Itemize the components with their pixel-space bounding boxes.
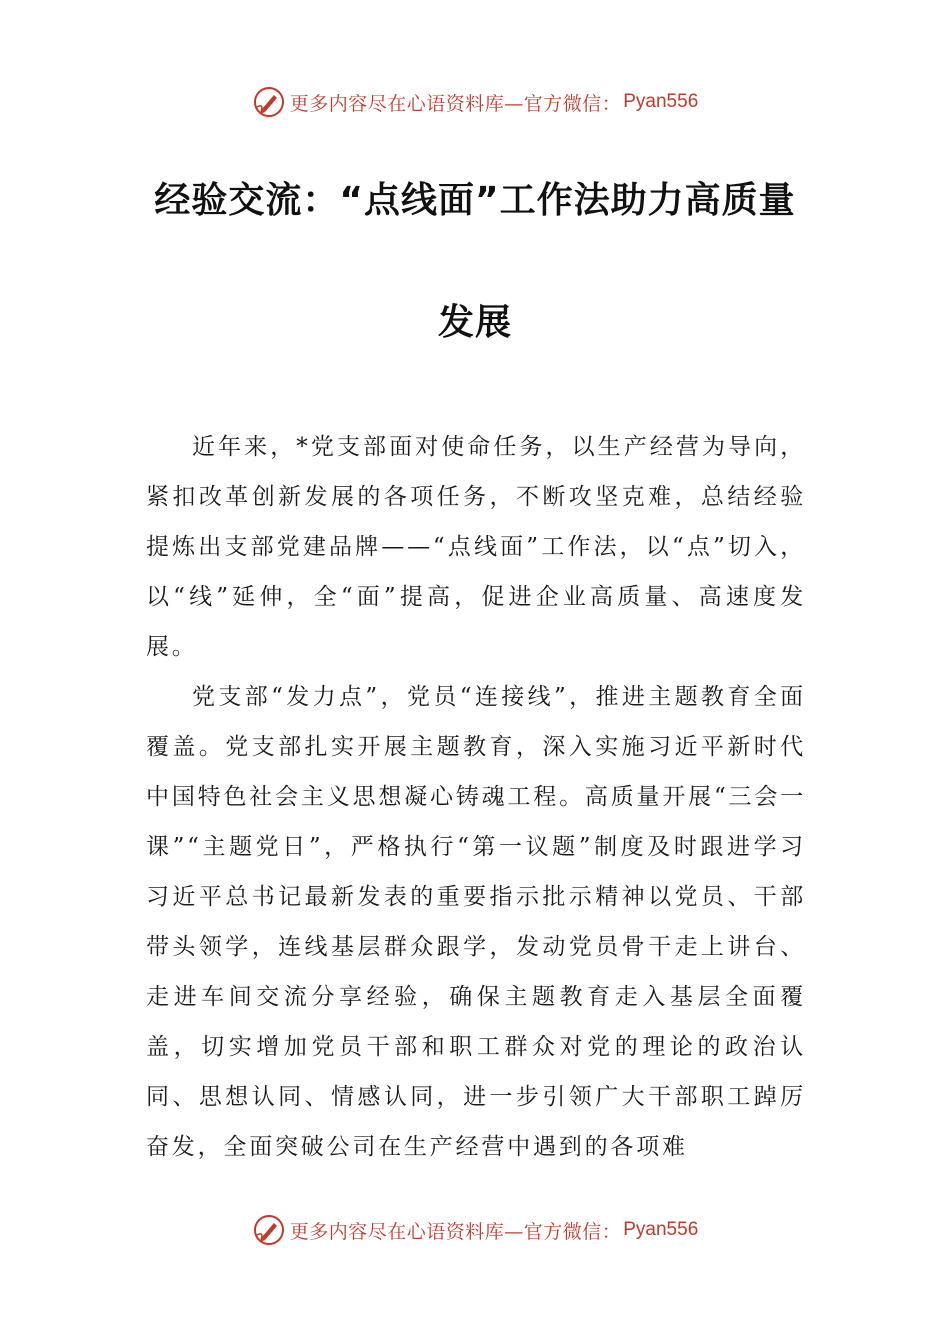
pen-logo-icon <box>252 1213 286 1247</box>
document-title-line2: 发展 <box>437 302 512 343</box>
pen-logo-icon <box>252 85 286 119</box>
header-banner <box>0 82 950 122</box>
paragraph: 党支部“发力点”，党员“连接线”，推进主题教育全面覆盖。党支部扎实开展主题教育，深入实施习近平新时代中国特色社会主义思想凝心铸魂工程。高质量开展“三会一课”“主题党日”，严格执行“第一议题”制度及时跟进学习习近平总书记最新发表的重要指示批示精神以党员、干部带头领学，连线基层群众跟学，发动党员骨干走上讲台、走进车间交流分享经验，确保主题教育走入基层全面覆盖，切实增加党员干部和职工群众对党的理论的政治认同、思想认同、情感认同，进一步引领广大干部职工踔厉奋发，全面突破公司在生产经营中遇到的各项难 <box>146 684 806 1160</box>
footer-banner <box>0 1210 950 1250</box>
document-title-line1: 经验交流：“点线面”工作法助力高质量 <box>154 180 796 221</box>
header-banner-text: 更多内容尽在心语资料库—官方微信： <box>289 92 622 115</box>
footer-banner-text: 更多内容尽在心语资料库—官方微信： <box>289 1220 622 1243</box>
paragraph: 近年来，*党支部面对使命任务，以生产经营为导向，紧扣改革创新发展的各项任务，不断攻坚克难，总结经验提炼出支部党建品牌——“点线面”工作法，以“点”切入，以“线”延伸，全“面”提高，促进企业高质量、高速度发展。 <box>146 434 806 660</box>
footer-banner-wechat: Pyan556 <box>623 1219 699 1240</box>
header-banner-wechat: Pyan556 <box>623 91 699 112</box>
document-body <box>146 422 806 1172</box>
